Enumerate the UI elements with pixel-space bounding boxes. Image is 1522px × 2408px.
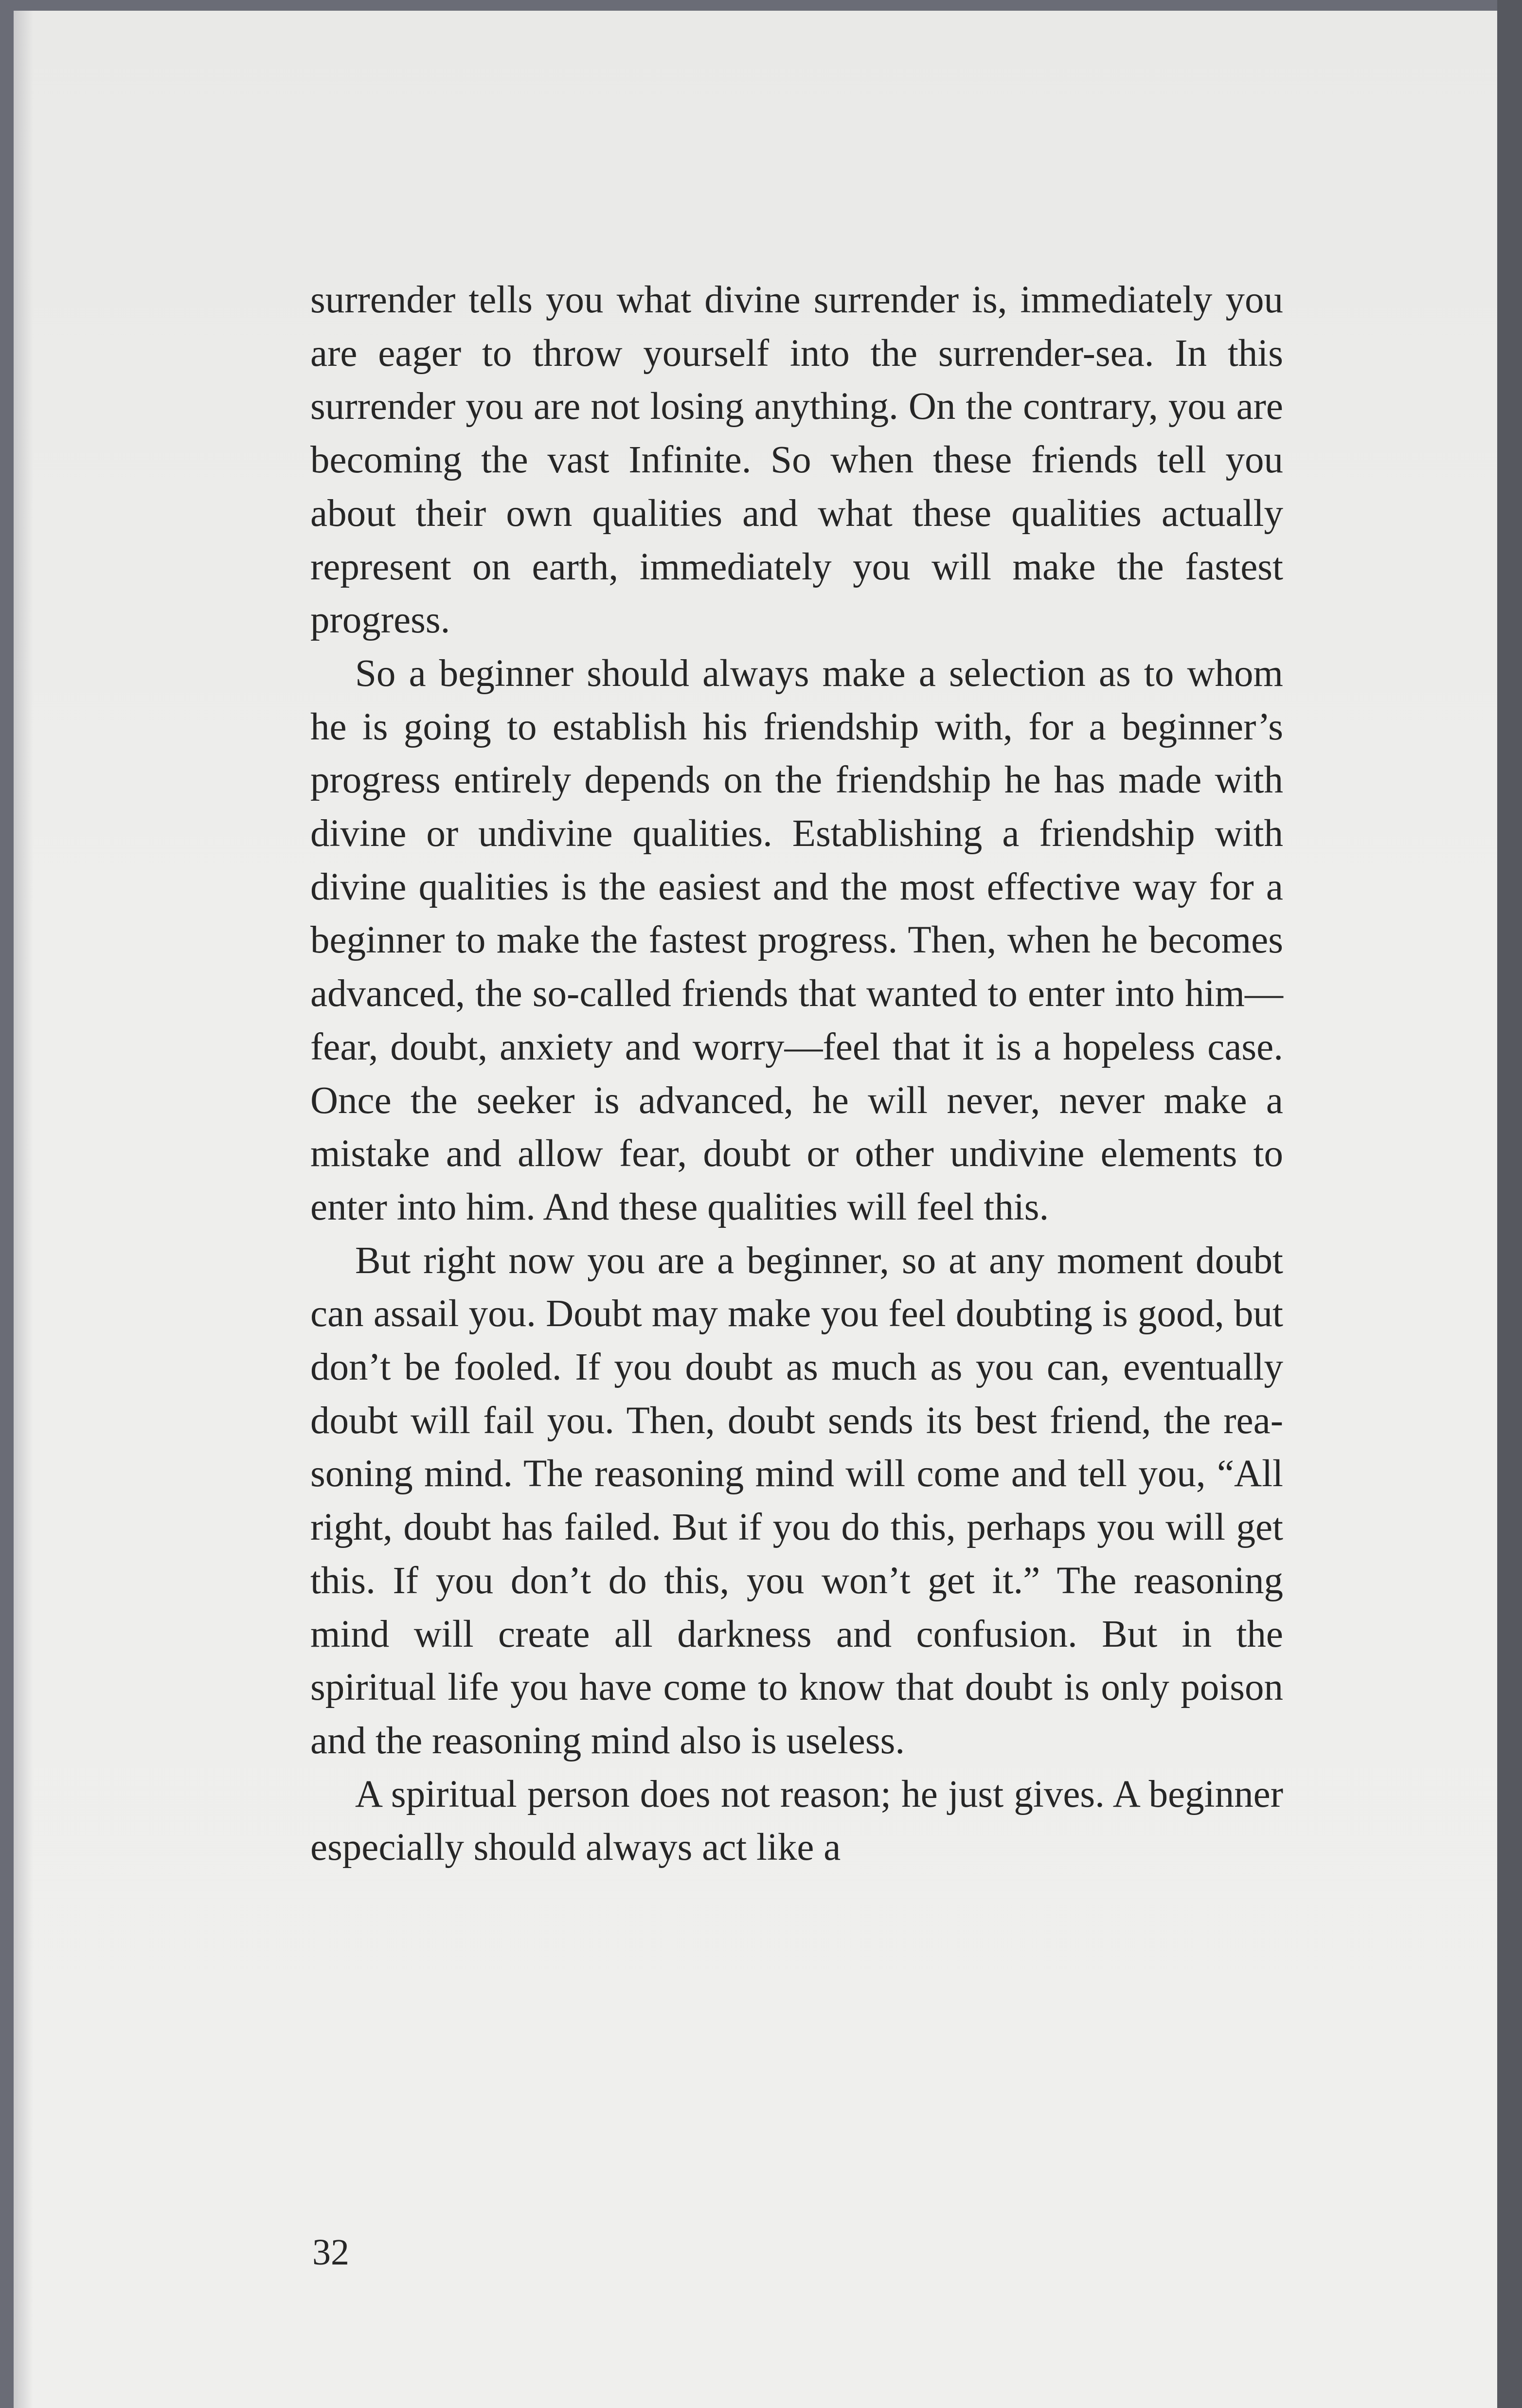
page-edge-shadow [14,11,33,2408]
body-text [310,273,1283,1874]
paragraph-4: A spiritual person does not reason; he just gives. A beginner especially should always act like a [310,1773,1283,1869]
scanner-right-edge [1497,0,1522,2408]
paragraph-2: So a beginner should always make a selection as to whom he is going to establish his friendship with, for a beginner’s progress entirely depends on the friendship he has made with divine or undivine qualities. Establishing a friendship with divine qualities is the easiest and the most effective way for a beginner to make the fastest progress. Then, when he becomes advanced, the so-called friends that wanted to enter into him—fear, doubt, anxiety and worry—feel that it is a hopeless case. Once the seeker is advanced, he will never, never make a mistake and allow fear, doubt or other undivine elements to enter into him. And these qualities will feel this. [310,652,1283,1228]
paragraph-3: But right now you are a beginner, so at any moment doubt can assail you. Doubt may make you feel doubting is good, but don’t be fooled. If you doubt as much as you can, eventually doubt will fail you. Then, doubt sends its best friend, the reasoning mind. The reasoning mind will come and tell you, “All right, doubt has failed. But if you do this, perhaps you will get this. If you don’t do this, you won’t get it.” The reasoning mind will create all darkness and confusion. But in the spiritual life you have come to know that doubt is only poison and the reasoning mind also is useless. [310,1239,1283,1762]
page-number: 32 [312,2232,349,2273]
paragraph-1: surrender tells you what divine surrender is, immediately you are eager to throw yourself into the surrender-sea. In this surrender you are not losing anything. On the contrary, you are becoming the vast Infinite. So when these friends tell you about their own qualities and what these qualities actually represent on earth, immediately you will make the fastest progress. [310,279,1283,642]
